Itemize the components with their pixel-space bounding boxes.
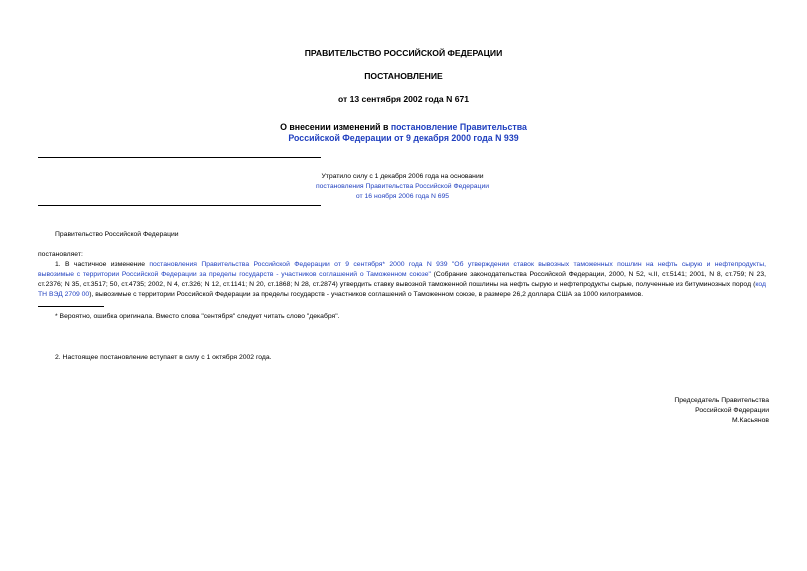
title-prefix: О внесении изменений в (280, 122, 391, 132)
body-government: Правительство Российской Федерации (55, 231, 179, 238)
paragraph-1-link-resolution-cont[interactable]: вывозимые с территории Российской Федерации за пределы государств - участников соглашений о Таможенном союзе" (38, 271, 431, 278)
signature-name: М.Касьянов (731, 417, 769, 424)
divider-top (38, 157, 321, 158)
government-header: ПРАВИТЕЛЬСТВО РОССИЙСКОЙ ФЕДЕРАЦИИ (304, 48, 503, 58)
paragraph-1-text: (Собрание законодательства Российской Федерации, 2000, N 52, ч.II, ст.5141; 2001, N 8, ст.759; N 23, ст.2376; N 35, ст.3517; 50, ст.4735; 2002, N 4, ст.326; N 12, ст.1141; N 20, ст.1868; N 28, ст.2874) утвердить ставку вывозной таможенной пошлины на нефть сырую и нефтепродукты сырые, полученные из битуминозных пород ( (38, 271, 766, 288)
divider-bottom (38, 205, 321, 206)
signature-title: Председатель Правительства (674, 397, 769, 404)
paragraph-1-text-end: ), вывозимые с территории Российской Федерации за пределы государств - участников соглашений о Таможенном союзе, в размере 26,2 доллара США за 1000 килограммов. (89, 291, 644, 298)
status-note-text: Утратило силу с 1 декабря 2006 года на основании (321, 173, 484, 180)
paragraph-1-rest (38, 270, 766, 300)
status-note-link-cont[interactable]: от 16 ноября 2006 года N 695 (355, 193, 450, 200)
paragraph-1-code-link[interactable]: код ТН ВЭД 2709 00 (38, 281, 766, 298)
signature-title-cont: Российской Федерации (695, 407, 769, 414)
title-link-resolution-939[interactable]: постановление Правительства (390, 122, 527, 132)
paragraph-1 (38, 260, 766, 300)
footnote-divider (38, 306, 104, 307)
status-note-link[interactable]: постановления Правительства Российской Федерации (315, 183, 490, 190)
body-resolves: постановляет: (38, 251, 83, 258)
status-note (280, 172, 525, 202)
paragraph-1-intro: 1. В частичное изменение (55, 261, 150, 268)
signature-block (674, 396, 769, 426)
document-date-number: от 13 сентября 2002 года N 671 (337, 94, 470, 104)
document-title (0, 122, 807, 144)
footnote: * Вероятно, ошибка оригинала. Вместо слова "сентября" следует читать слово "декабря". (55, 313, 340, 320)
paragraph-1-link-resolution[interactable]: постановления Правительства Российской Федерации от 9 сентября* 2000 года N 939 "Об утверждении ставок вывозных таможенных пошлин на нефть сырую и нефтепродукты, (149, 261, 766, 268)
paragraph-2: 2. Настоящее постановление вступает в силу с 1 октября 2002 года. (55, 354, 272, 361)
document-type: ПОСТАНОВЛЕНИЕ (364, 71, 443, 81)
title-link-resolution-939-cont[interactable]: Российской Федерации от 9 декабря 2000 года N 939 (288, 133, 519, 143)
paragraph-1-line-1 (38, 260, 766, 270)
